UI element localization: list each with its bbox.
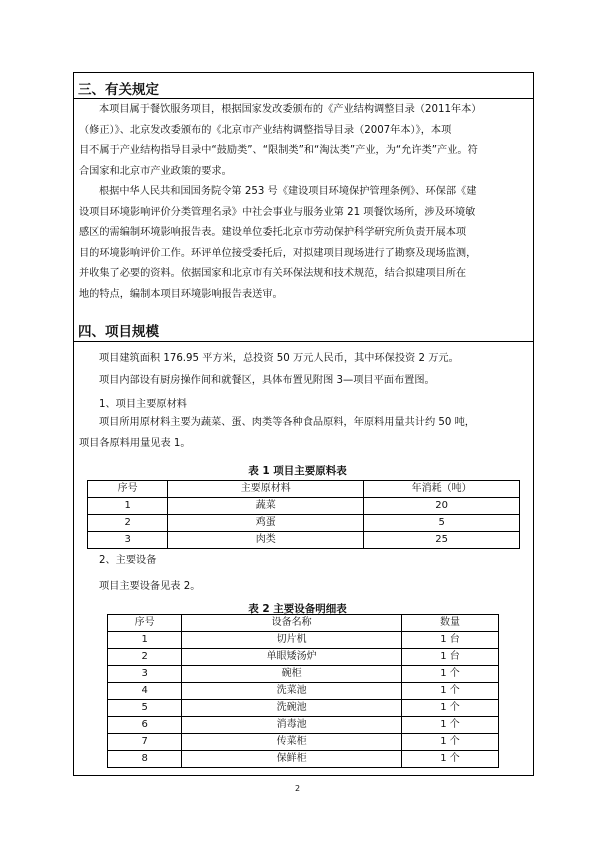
table-cell: 洗碗池	[182, 700, 402, 717]
table-cell: 1	[108, 632, 182, 649]
table-row	[108, 700, 499, 717]
table-row	[108, 632, 499, 649]
table-cell: 6	[108, 717, 182, 734]
table1-caption: 表 1 项目主要原料表	[248, 465, 347, 477]
table-cell: 1 台	[401, 649, 498, 666]
table-row	[108, 717, 499, 734]
table-cell: 5	[364, 515, 520, 532]
table-cell: 5	[108, 700, 182, 717]
table-cell: 消毒池	[182, 717, 402, 734]
table-row	[88, 515, 520, 532]
table-cell: 3	[108, 666, 182, 683]
table-cell: 传菜柜	[182, 734, 402, 751]
table-cell: 1 个	[401, 751, 498, 768]
table-cell: 1 个	[401, 717, 498, 734]
paragraph-line: 根据中华人民共和国国务院令第 253 号《建设项目环境保护管理条例》、环保部《建	[99, 186, 477, 197]
table-cell: 25	[364, 532, 520, 549]
table-cell: 切片机	[182, 632, 402, 649]
section4-heading: 四、项目规模	[78, 324, 159, 340]
table-cell: 洗菜池	[182, 683, 402, 700]
table-row	[108, 683, 499, 700]
header-cell: 序号	[88, 481, 168, 498]
table-row	[108, 751, 499, 768]
paragraph-line: 本项目属于餐饮服务项目，根据国家发改委颁布的《产业结构调整目录（2011年本）	[99, 104, 482, 115]
header-cell: 主要原材料	[168, 481, 364, 498]
table-cell: 4	[108, 683, 182, 700]
header-cell: 年消耗（吨）	[364, 481, 520, 498]
table1-materials	[87, 480, 520, 549]
paragraph-line: 目不属于产业结构指导目录中“鼓励类”、“限制类”和“淘汰类”产业，为“允许类”产业。符	[79, 145, 478, 157]
table2-equipment	[107, 614, 499, 768]
paragraph-line: 地的特点，编制本项目环境影响报告表送审。	[79, 288, 283, 300]
table-cell: 鸡蛋	[168, 515, 364, 532]
table-cell: 8	[108, 751, 182, 768]
divider-section4	[73, 341, 534, 342]
project-layout-text: 项目内部设有厨房操作间和就餐区，具体布置见附图 3—项目平面布置图。	[99, 375, 435, 386]
table-row	[88, 532, 520, 549]
table-cell: 2	[108, 649, 182, 666]
table-cell: 1 个	[401, 700, 498, 717]
table2-caption: 表 2 主要设备明细表	[248, 603, 347, 615]
table-cell: 保鲜柜	[182, 751, 402, 768]
paragraph-line: 项目各原料用量见表 1。	[79, 437, 191, 449]
section3-paragraph-1	[79, 100, 528, 182]
equipment-text: 项目主要设备见表 2。	[99, 581, 201, 592]
paragraph-line: 目的环境影响评价工作。环评单位接受委托后，对拟建项目现场进行了勘察及现场监测，	[79, 247, 477, 259]
table-cell: 2	[88, 515, 168, 532]
paragraph-line: （修正）》、北京发改委颁布的《北京市产业结构调整指导目录（2007年本）》，本项	[79, 124, 452, 136]
table-row	[108, 649, 499, 666]
section3-paragraph-2	[79, 182, 528, 306]
paragraph-line: 设项目环境影响评价分类管理名录》中社会事业与服务业第 21 项餐饮场所，涉及环境敏	[79, 206, 476, 218]
table-cell: 1 台	[401, 632, 498, 649]
table-cell: 1	[88, 498, 168, 515]
paragraph-line: 感区的需编制环境影响报告表。建设单位委托北京市劳动保护科学研究所负责开展本项	[79, 227, 467, 239]
table-cell: 蔬菜	[168, 498, 364, 515]
table-cell: 单眼矮汤炉	[182, 649, 402, 666]
table-cell: 3	[88, 532, 168, 549]
table-cell: 1 个	[401, 683, 498, 700]
header-cell: 设备名称	[182, 615, 402, 632]
table-row	[108, 666, 499, 683]
table-cell: 1 个	[401, 734, 498, 751]
paragraph-line: 项目所用原材料主要为蔬菜、蛋、肉类等各种食品原料，年原料用量共计约 50 吨，	[99, 417, 475, 428]
materials-paragraph	[79, 413, 528, 454]
project-scale-text: 项目建筑面积 176.95 平方米，总投资 50 万元人民币，其中环保投资 2 万元。	[99, 353, 459, 364]
table-header-row	[108, 615, 499, 632]
equipment-subheading: 2、主要设备	[99, 555, 157, 566]
table-row	[88, 498, 520, 515]
divider-section3	[73, 98, 534, 99]
header-cell: 数量	[401, 615, 498, 632]
table-cell: 7	[108, 734, 182, 751]
table-cell: 1 个	[401, 666, 498, 683]
table-cell: 20	[364, 498, 520, 515]
table-row	[108, 734, 499, 751]
paragraph-line: 并收集了必要的资料。依据国家和北京市有关环保法规和技术规范，结合拟建项目所在	[79, 268, 467, 280]
header-cell: 序号	[108, 615, 182, 632]
table-header-row	[88, 481, 520, 498]
table-cell: 碗柜	[182, 666, 402, 683]
page-number: 2	[294, 784, 301, 793]
materials-subheading: 1、项目主要原材料	[99, 399, 187, 410]
paragraph-line: 合国家和北京市产业政策的要求。	[79, 165, 232, 177]
section3-heading: 三、有关规定	[78, 82, 159, 98]
table-cell: 肉类	[168, 532, 364, 549]
